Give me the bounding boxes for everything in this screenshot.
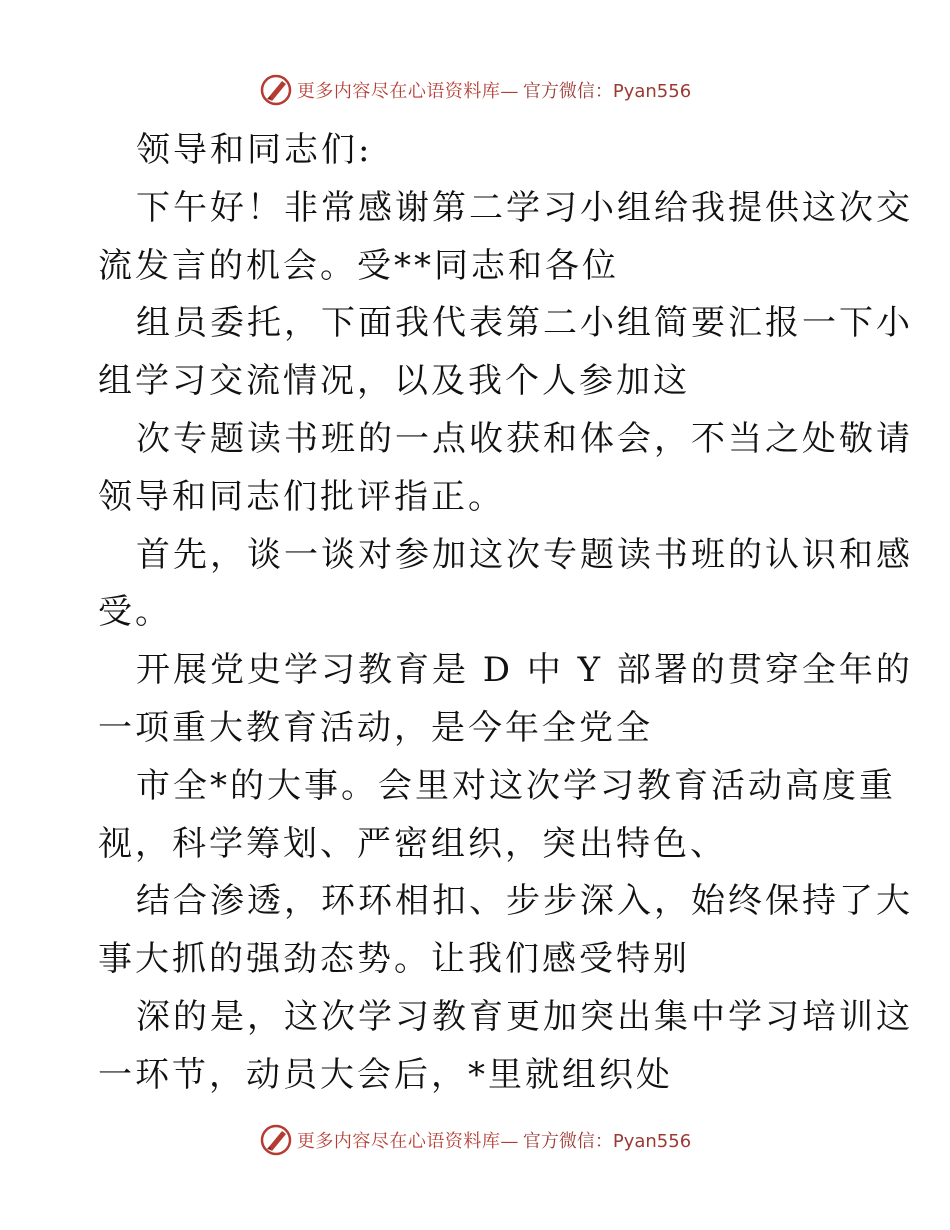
text-line: 一环节，动员大会后，*里就组织处 (98, 1054, 673, 1095)
text-line: 领导和同志们: (136, 130, 373, 170)
text-line: 领导和同志们批评指正。 (98, 476, 505, 517)
text-line: 首先，谈一谈对参加这次专题读书班的认识和感 (136, 534, 913, 575)
text-line: 结合渗透，环环相扣、步步深入，始终保持了大 (136, 881, 913, 922)
text-line: 事大抓的强劲态势。让我们感受特别 (98, 939, 690, 980)
pen-logo-icon (259, 73, 293, 107)
footer-banner (0, 1120, 950, 1160)
text-line: 组学习交流情况，以及我个人参加这 (98, 361, 690, 402)
text-line: 一项重大教育活动，是今年全党全 (98, 707, 653, 748)
banner-text: 更多内容尽在心语资料库— (296, 1131, 519, 1152)
header-banner (0, 70, 950, 110)
text-line: 开展党史学习教育是 D 中 Y 部署的贯穿全年的 (136, 650, 913, 691)
text-line: 受。 (98, 592, 172, 633)
text-line: 下午好！非常感谢第二学习小组给我提供这次交 (136, 187, 913, 228)
text-line: 深的是，这次学习教育更加突出集中学习培训这 (136, 996, 913, 1037)
pen-logo-icon (259, 1123, 293, 1157)
document-body (98, 122, 913, 1105)
banner-wechat: 官方微信：Pyan556 (522, 81, 692, 102)
banner-text: 更多内容尽在心语资料库— (296, 81, 519, 102)
text-line: 市全*的大事。会里对这次学习教育活动高度重 (136, 765, 896, 806)
text-line: 组员委托，下面我代表第二小组简要汇报一下小 (136, 303, 913, 344)
text-line: 次专题读书班的一点收获和体会，不当之处敬请 (136, 418, 913, 459)
text-line: 流发言的机会。受**同志和各位 (98, 245, 619, 286)
text-line: 视，科学筹划、严密组织，突出特色、 (98, 823, 727, 864)
banner-wechat: 官方微信：Pyan556 (522, 1131, 692, 1152)
